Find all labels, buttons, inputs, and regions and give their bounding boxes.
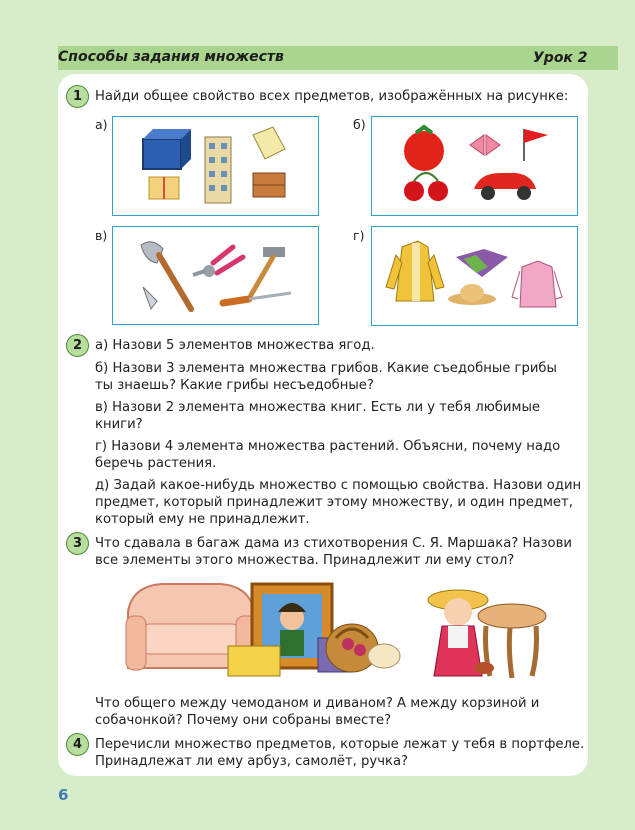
task-1-label-a: а): [95, 117, 108, 132]
task-2-d-line3: который ему не принадлежит.: [95, 512, 310, 527]
task-1-label-b: б): [353, 117, 366, 132]
clothing-illustration: [372, 227, 577, 325]
task-4-line2: Принадлежат ли ему арбуз, самолёт, ручка?: [95, 754, 409, 769]
task-2-v-line2: книги?: [95, 417, 143, 432]
task-2-g-line1: г) Назови 4 элемента множества растений. Объясни, почему надо: [95, 439, 561, 454]
red-objects-illustration: [372, 117, 577, 215]
task-2-b-line1: б) Назови 3 элемента множества грибов. Какие съедобные грибы: [95, 361, 557, 376]
task-3-line2: все элементы этого множества. Принадлежит ли ему стол?: [95, 553, 515, 568]
task-1-text: Найди общее свойство всех предметов, изображённых на рисунке:: [95, 89, 569, 104]
task-2-v-line1: в) Назови 2 элемента множества книг. Есть ли у тебя любимые: [95, 400, 540, 415]
picture-box-b: [371, 116, 578, 216]
picture-box-v: [112, 226, 319, 325]
task-1-number: 1: [66, 85, 89, 108]
task-3-line1: Что сдавала в багаж дама из стихотворения С. Я. Маршака? Назови: [95, 536, 572, 551]
task-1-label-g: г): [353, 228, 365, 243]
lesson-label: Урок 2: [533, 50, 588, 66]
task-3-question-line1: Что общего между чемоданом и диваном? А между корзиной и: [95, 696, 540, 711]
task-2-a: а) Назови 5 элементов множества ягод.: [95, 338, 375, 353]
picture-box-g: [371, 226, 578, 326]
task-3-number: 3: [66, 532, 89, 555]
task-4-number: 4: [66, 733, 89, 756]
section-title: Способы задания множеств: [58, 49, 284, 65]
task-2-g-line2: беречь растения.: [95, 456, 217, 471]
task-2-b-line2: ты знаешь? Какие грибы несъедобные?: [95, 378, 374, 393]
household-items-illustration: [113, 117, 318, 215]
tools-illustration: [113, 227, 318, 324]
task-4-line1: Перечисли множество предметов, которые лежат у тебя в портфеле.: [95, 737, 585, 752]
picture-box-a: [112, 116, 319, 216]
luggage-illustration: [122, 572, 550, 690]
task-2-d-line2: предмет, который принадлежит этому множеству, и один предмет,: [95, 495, 573, 510]
task-2-d-line1: д) Задай какое-нибудь множество с помощью свойства. Назови один: [95, 478, 582, 493]
page-number: 6: [58, 786, 69, 804]
task-3-question-line2: собачонкой? Почему они собраны вместе?: [95, 713, 392, 728]
task-1-label-v: в): [95, 228, 108, 243]
task-2-number: 2: [66, 334, 89, 357]
